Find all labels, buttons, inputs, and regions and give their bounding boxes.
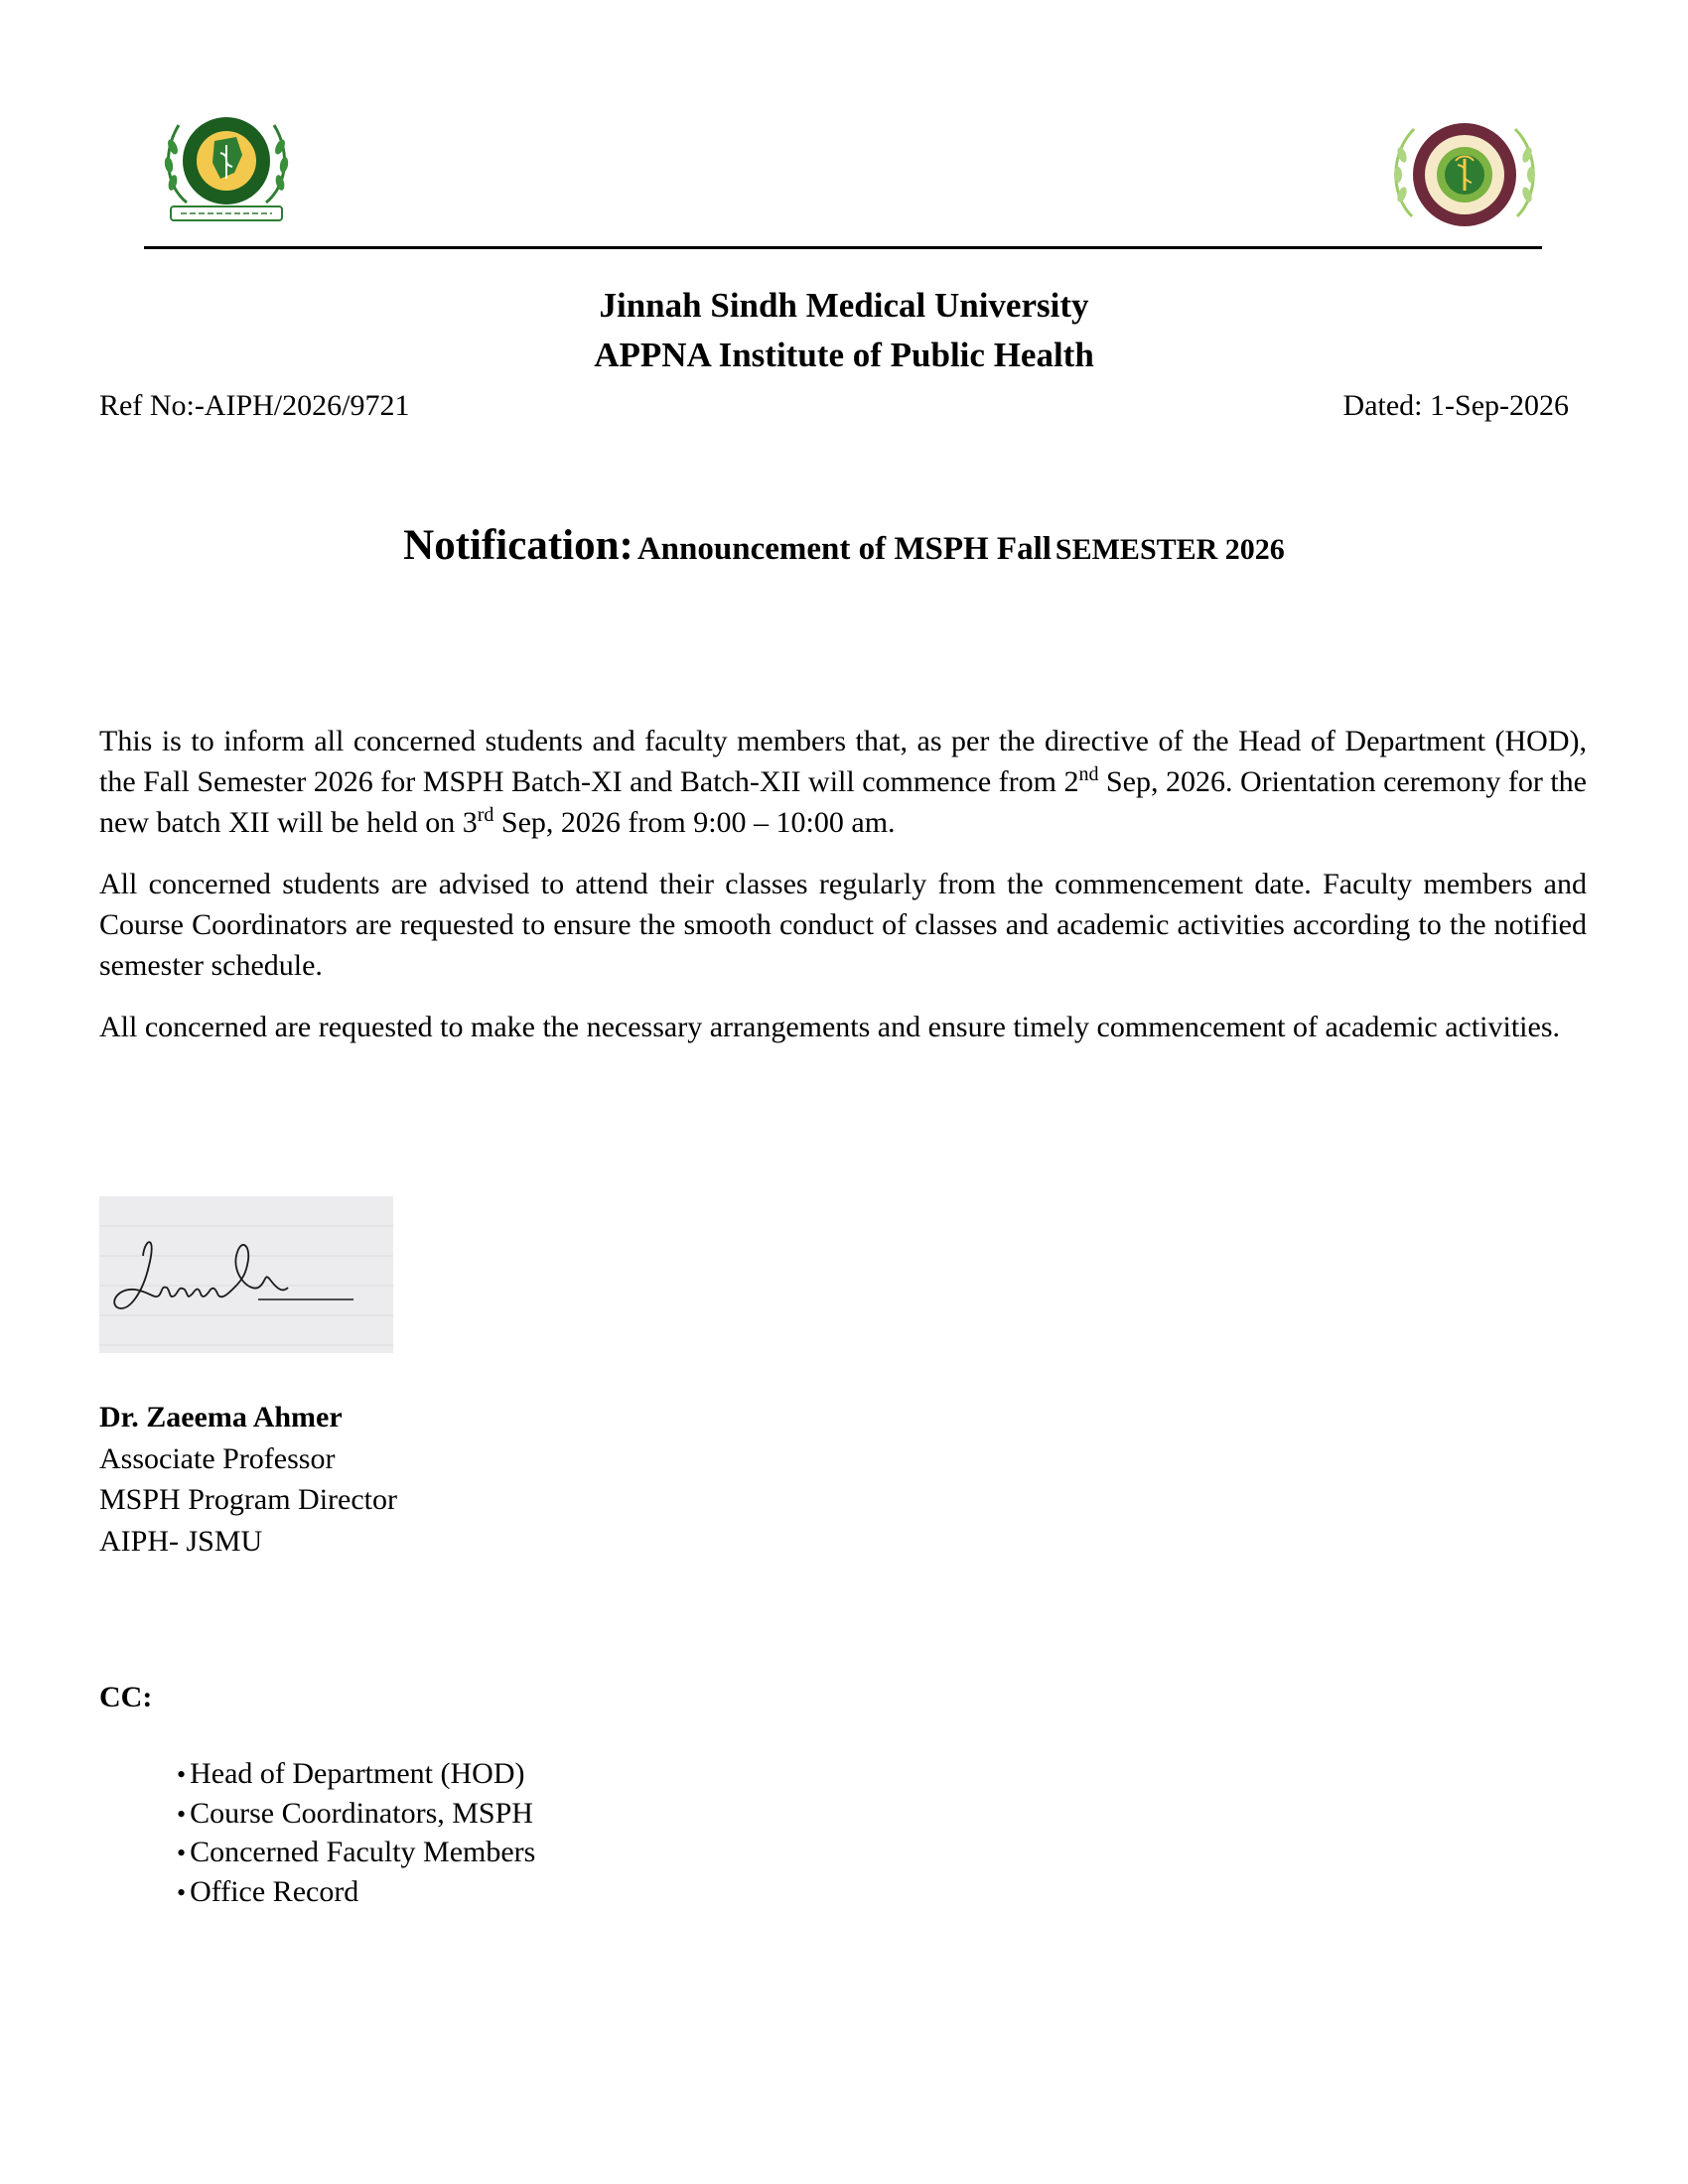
signature-image [99, 1196, 393, 1353]
cc-item: • Course Coordinators, MSPH [177, 1795, 535, 1835]
cc-item: • Concerned Faculty Members [177, 1834, 535, 1873]
signatory-block [99, 1397, 397, 1562]
notification-heading [0, 521, 1688, 570]
header-rule [144, 246, 1542, 249]
cc-item: • Head of Department (HOD) [177, 1755, 535, 1795]
signatory-designation: Associate Professor [99, 1441, 336, 1475]
cc-label: CC: [99, 1681, 153, 1713]
notification-label: Notification: [403, 522, 633, 569]
signatory-org: AIPH- JSMU [99, 1524, 263, 1558]
signatory-name: Dr. Zaeema Ahmer [99, 1401, 343, 1433]
institute-name: APPNA Institute of Public Health [594, 336, 1094, 374]
notification-title-small: SEMESTER 2026 [1055, 533, 1285, 566]
notification-title: Announcement of MSPH Fall [636, 531, 1052, 567]
body-paragraph-2: All concerned students are advised to attend their classes regularly from the commencement date. Faculty members and Course Coordinators are requested to ensure the smooth conduct of classes and academic activities according to the notified semester schedule. [99, 868, 1587, 982]
cc-list [177, 1755, 535, 1912]
jsmu-logo [157, 107, 296, 230]
aiph-logo [1390, 109, 1539, 242]
issue-date: Dated: 1-Sep-2026 [1342, 389, 1569, 422]
notification-body [99, 721, 1587, 1068]
university-name: Jinnah Sindh Medical University [599, 286, 1089, 325]
cc-item: • Office Record [177, 1873, 535, 1913]
body-paragraph-3: All concerned are requested to make the necessary arrangements and ensure timely commencement of academic activities. [99, 1011, 1561, 1043]
body-paragraph-1: This is to inform all concerned students and faculty members that, as per the directive of the Head of Department (HOD), the Fall Semester 2026 for MSPH Batch-XI and Batch-XII will commence from 2nd Sep, 2026. Orientation ceremony for the new batch XII will be held on 3rd Sep, 2026 from 9:00 – 10:00 am. [99, 725, 1587, 839]
reference-number: Ref No:-AIPH/2026/9721 [99, 389, 410, 422]
signatory-role: MSPH Program Director [99, 1483, 397, 1516]
